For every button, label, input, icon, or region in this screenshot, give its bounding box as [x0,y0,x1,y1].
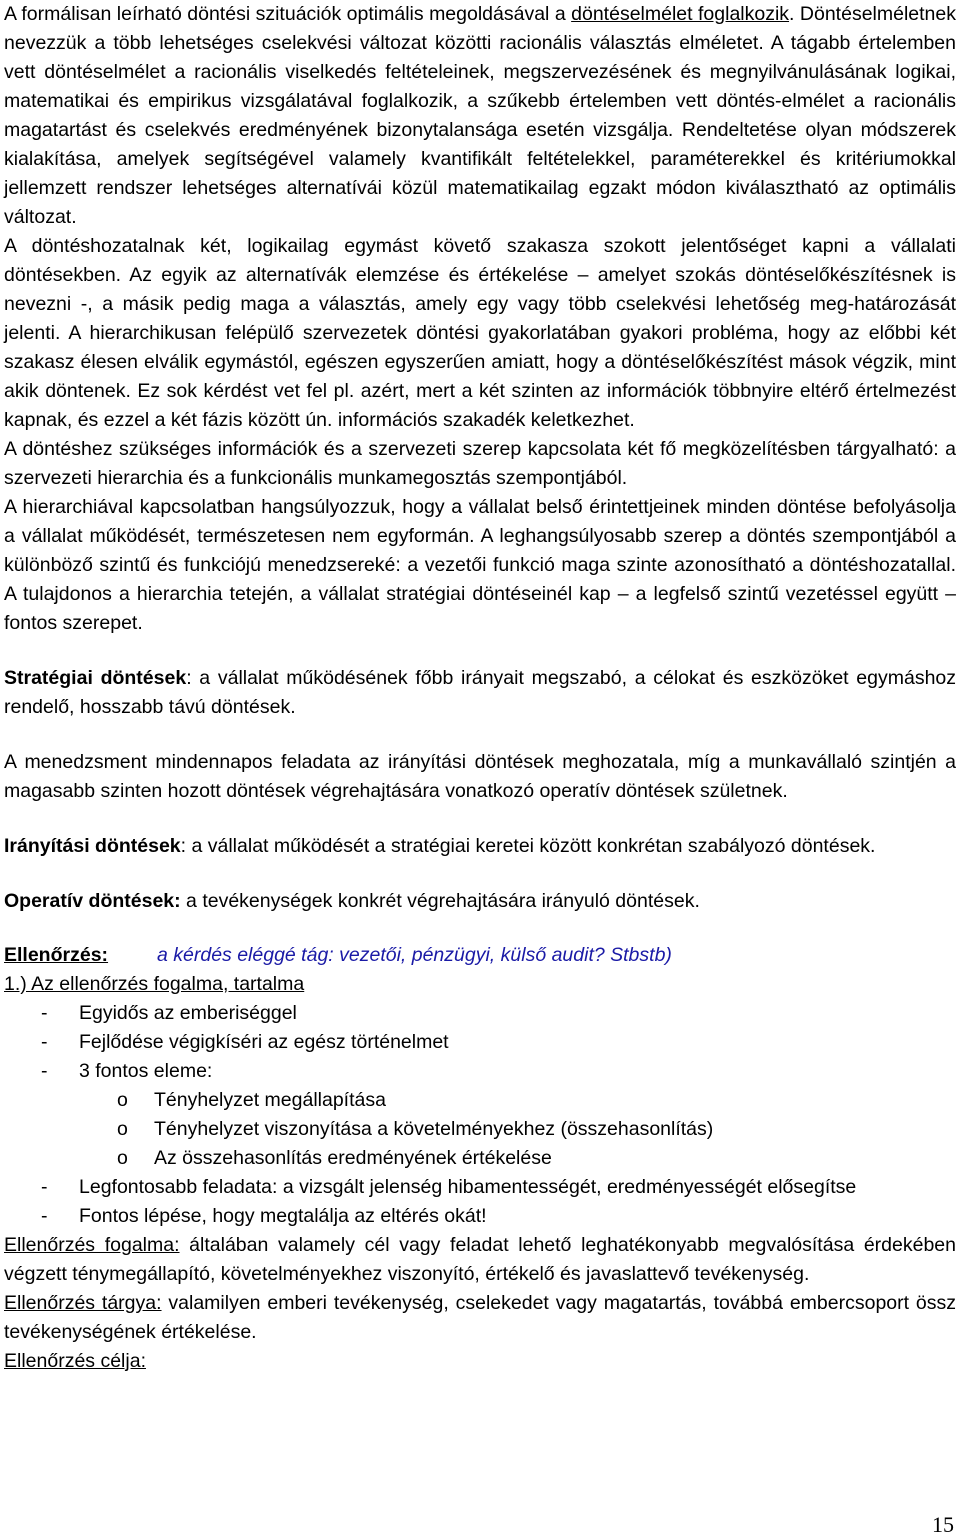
list-item: - Legfontosabb feladata: a vizsgált jelenség hibamentességét, eredményességét elősegítse [4,1173,956,1202]
intro-paragraph-4: A hierarchiával kapcsolatban hangsúlyozzuk, hogy a vállalat belső érintettjeinek minden döntése befolyásolja a vállalat működését, természetesen nem egyformán. A leghangsúlyosabb szerep a döntés szempontjából a különböző szintű és funkciójú menedzsereké: a vezetői funkció maga szinte azonosítható a döntéshozatallal. A tulajdonos a hierarchia tetején, a vállalat stratégiai döntéseinél kap – a legfelső szintű vezetéssel együtt – fontos szerepet. [4,496,956,634]
sublist-item: o Tényhelyzet megállapítása [4,1086,956,1115]
decision-theory-link[interactable]: döntéselmélet foglalkozik [571,3,790,25]
list-item: - 3 fontos eleme: [4,1057,956,1086]
intro-paragraph-2: A döntéshozatalnak két, logikailag egymást követő szakasza szokott jelentőséget kapni a vállalati döntésekben. Az egyik az alternatívák elemzése és értékelése – amelyet szokás döntéselőkészítésnek is nevezni -, a másik pedig maga a választás, amely egy vagy több cselekvési lehetőség meg-határozását jelenti. A hierarchikusan felépülő szervezetek döntési gyakorlatában gyakori probléma, hogy az előbbi két szakasz élesen elválik egymástól, egészen egyszerűen amiatt, hogy a döntéselőkészítést mások végzik, mint akik döntenek. Ez sok kérdést vet fel pl. azért, mert a két szinten az információk többnyire eltérő értelmezést kapnak, és ezzel a két fázis között ún. információs szakadék keletkezhet. [4,235,956,431]
list-item: - Egyidős az emberiséggel [4,999,956,1028]
spacer [4,916,956,941]
directive-decisions-text: : a vállalat működését a stratégiai keretei között konkrétan szabályozó döntések. [180,835,876,857]
control-list [4,999,956,1086]
list-item: - Fejlődése végigkíséri az egész történelmet [4,1028,956,1057]
intro-text-rest: . Döntéselméletnek nevezzük a több lehetséges cselekvési változat közötti racionális választás elméletet. A tágabb értelemben vett döntéselmélet a racionális viselkedés feltételeinek, megszervezésének és megnyilvánulásának logikai, matematikai és empirikus vizsgálatával foglalkozik, a szűkebb értelemben vett döntés-elmélet a racionális magatartást és cselekvés eredményének bizonytalansága esetén vizsgálja. Rendeltetése olyan módszerek kialakítása, amelyek segítségével valamely kvantifikált feltételekkel, paraméterekkel és kritériumokkal jellemzett rendszer lehetséges alternatívái közül matematikailag egzakt módon kiválasztható az optimális változat. [4,3,957,228]
intro-paragraph-3: A döntéshez szükséges információk és a szervezeti szerep kapcsolata két fő megközelítésben tárgyalható: a szervezeti hierarchia és a funkcionális munkamegosztás szempontjából. [4,438,956,489]
strategic-decisions-paragraph [4,664,956,722]
page-number: 15 [932,1512,954,1537]
control-note: a kérdés eléggé tág: vezetői, pénzügyi, külső audit? Stbstb) [157,944,672,966]
directive-decisions-term: Irányítási döntések [4,835,181,857]
control-subheading: 1.) Az ellenőrzés fogalma, tartalma [4,973,305,995]
document-page [4,0,956,1376]
control-goal-label: Ellenőrzés célja: [4,1350,146,1372]
strategic-decisions-term: Stratégiai döntések [4,667,187,689]
strategic-decisions-text: : a vállalat működésének főbb irányait megszabó, a célokat és eszközöket egymáshoz rendelő, hosszabb távú döntések. [4,667,957,718]
dash-bullet: - [41,1031,48,1053]
control-subheading-line [4,970,956,999]
control-heading: Ellenőrzés: [4,944,109,966]
sublist-item: o Az összehasonlítás eredményének értékelése [4,1144,956,1173]
spacer [4,722,956,748]
list-item: - Fontos lépése, hogy megtalálja az eltérés okát! [4,1202,956,1231]
control-subject-paragraph [4,1289,956,1347]
dash-bullet: - [41,1205,48,1227]
spacer [4,861,956,887]
management-paragraph: A menedzsment mindennapos feladata az irányítási döntések meghozatala, míg a munkavállaló szintjén a magasabb szinten hozott döntések végrehajtására vonatkozó operatív döntések születnek. [4,751,956,802]
circle-bullet: o [117,1147,128,1169]
operative-decisions-paragraph [4,887,956,916]
spacer [4,638,956,664]
dash-bullet: - [41,1060,48,1082]
control-subject-text: valamilyen emberi tevékenység, cselekedet vagy magatartás, továbbá embercsoport össz tevékenységének értékelése. [4,1292,957,1343]
operative-decisions-text: a tevékenységek konkrét végrehajtására irányuló döntések. [180,890,700,912]
dash-bullet: - [41,1176,48,1198]
circle-bullet: o [117,1118,128,1140]
control-subject-label: Ellenőrzés tárgya: [4,1292,162,1314]
circle-bullet: o [117,1089,128,1111]
intro-text-start: A formálisan leírható döntési szituációk optimális megoldásával a [4,3,572,25]
sublist-item: o Tényhelyzet viszonyítása a követelményekhez (összehasonlítás) [4,1115,956,1144]
control-definition-label: Ellenőrzés fogalma: [4,1234,180,1256]
control-goal-paragraph [4,1347,956,1376]
control-sublist [4,1086,956,1173]
dash-bullet: - [41,1002,48,1024]
control-definition-paragraph [4,1231,956,1289]
control-list-continued [4,1173,956,1231]
operative-decisions-term: Operatív döntések: [4,890,181,912]
spacer [4,806,956,832]
intro-paragraph-1 [4,0,956,232]
directive-decisions-paragraph [4,832,956,861]
control-definition-text: általában valamely cél vagy feladat lehető leghatékonyabb megvalósítása érdekében végzett ténymegállapító, követelményekhez viszonyító, értékelő és javaslattevő tevékenység. [4,1234,956,1285]
control-heading-line [4,941,956,970]
